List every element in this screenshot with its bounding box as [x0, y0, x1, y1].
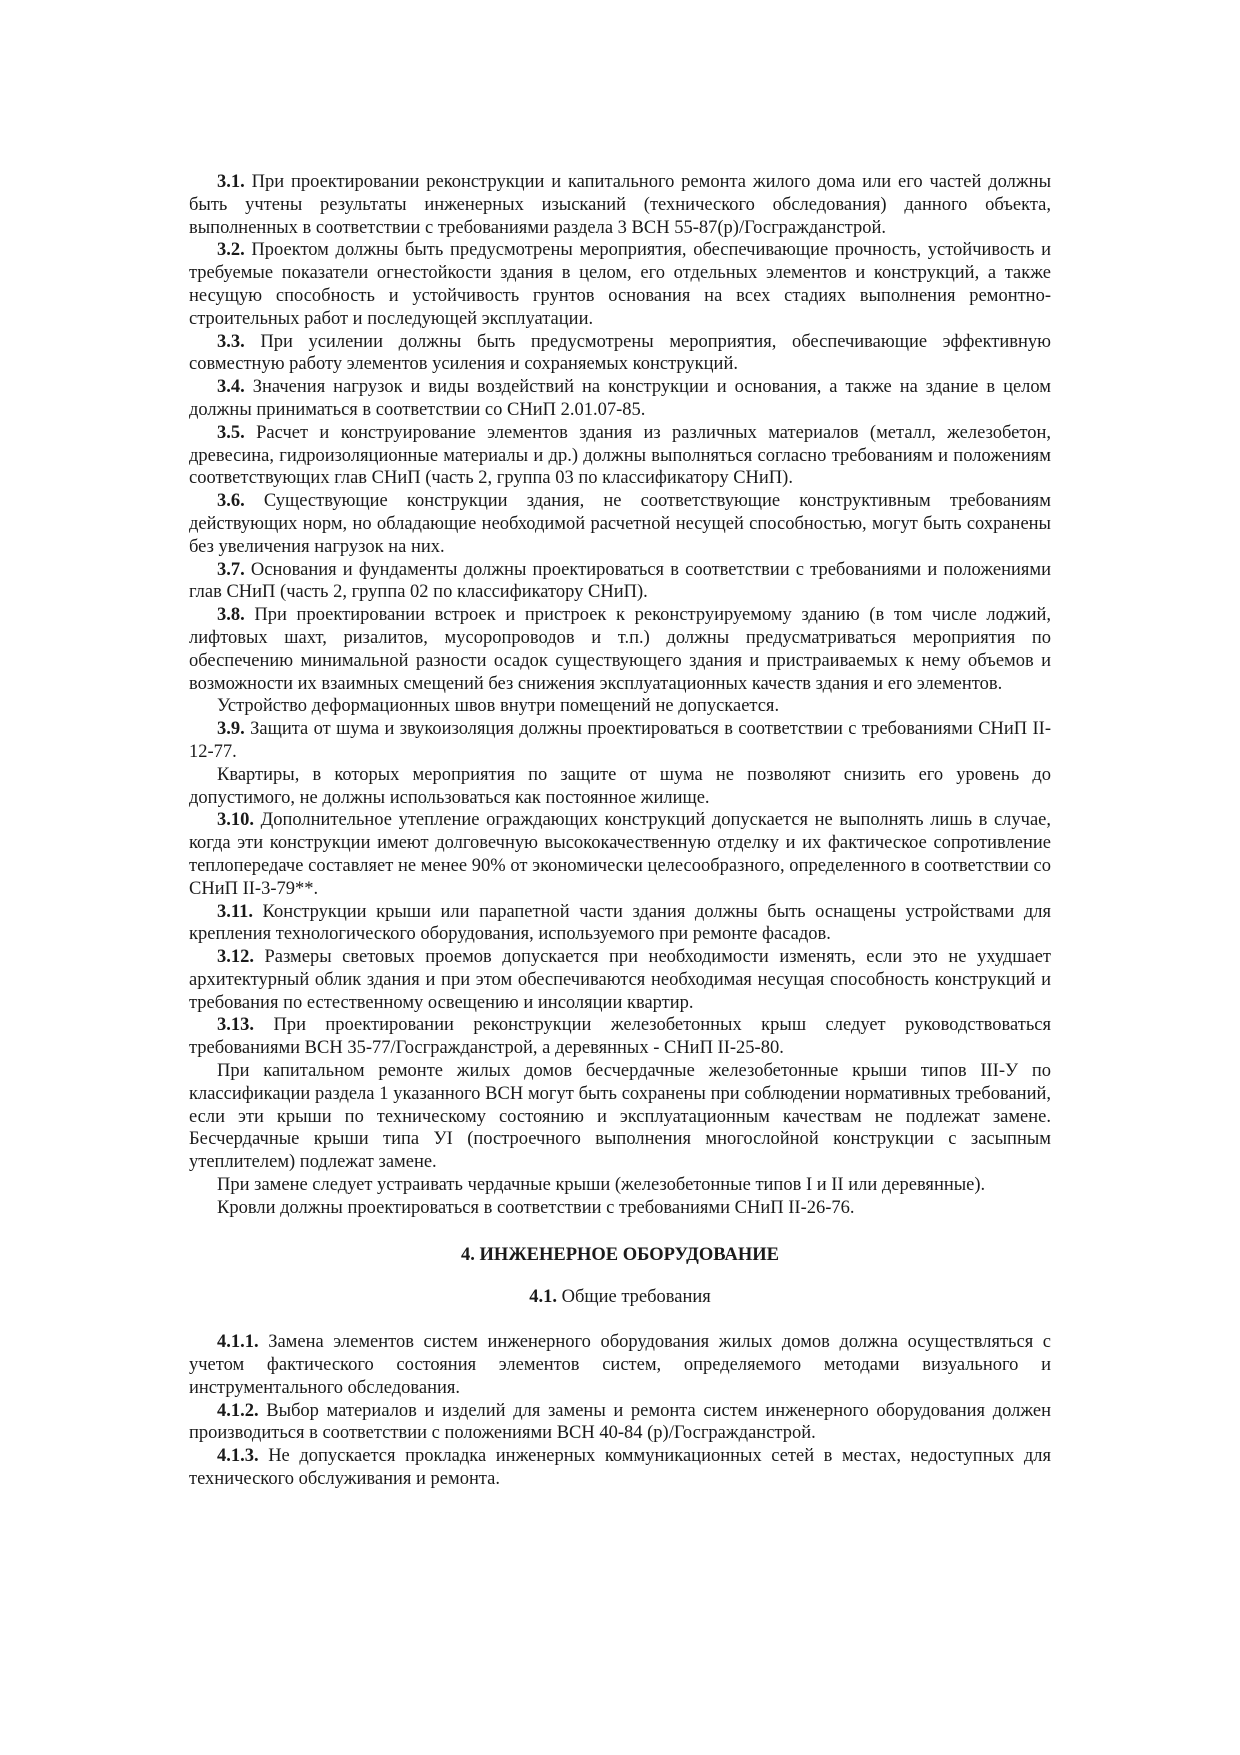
clause-number: 3.3.	[217, 331, 245, 352]
clause-text: Не допускается прокладка инженерных коммуникационных сетей в местах, недоступных для технического обслуживания и ремонта.	[189, 1446, 1051, 1490]
clause-3-12	[189, 946, 1051, 1014]
clause-3-10	[189, 809, 1051, 900]
clause-3-2	[189, 239, 1051, 330]
clause-text: Проектом должны быть предусмотрены мероприятия, обеспечивающие прочность, устойчивость и требуемые показатели огнестойкости здания в целом, его отдельных элементов и конструкций, а также несущую способность и устойчивость грунтов основания на всех стадиях выполнения ремонтно-строительных работ и последующей эксплуатации.	[189, 240, 1052, 329]
clause-3-7	[189, 559, 1051, 605]
clause-number: 4.1.1.	[217, 1332, 259, 1353]
clause-3-13	[189, 1014, 1051, 1060]
clause-text: Значения нагрузок и виды воздействий на конструкции и основания, а также на здание в целом должны приниматься в соответствии со СНиП 2.01.07-85.	[189, 377, 1052, 420]
clause-3-13-note-1	[189, 1060, 1051, 1174]
clause-4-1-1	[189, 1331, 1051, 1399]
clause-number: 3.7.	[217, 559, 245, 580]
clause-number: 3.11.	[217, 901, 253, 922]
clause-4-1-2	[189, 1400, 1051, 1446]
clause-number: 3.9.	[217, 719, 245, 740]
clause-text: Защита от шума и звукоизоляция должны проектироваться в соответствии с требованиями СНиП II-12-77.	[189, 719, 1051, 762]
clause-text: При капитальном ремонте жилых домов бесчердачные железобетонные крыши типов III-У по классификации раздела 1 указанного ВСН могут быть сохранены при соблюдении нормативных требований, если эти крыши по техническому состоянию и эксплуатационным качествам не подлежат замене. Бесчердачные крыши типа УI (построечного выполнения многослойной конструкции с засыпным утеплителем) подлежат замене.	[189, 1061, 1051, 1173]
clause-text: Квартиры, в которых мероприятия по защите от шума не позволяют снизить его уровень до допустимого, не должны использоваться как постоянное жилище.	[189, 764, 1051, 808]
clause-text: Основания и фундаменты должны проектироваться в соответствии с требованиями и положениями глав СНиП (часть 2, группа 02 по классификатору СНиП).	[189, 559, 1052, 603]
clause-text: При усилении должны быть предусмотрены мероприятия, обеспечивающие эффективную совместную работу элементов усиления и сохраняемых конструкций.	[189, 331, 1051, 375]
clause-3-13-note-3	[189, 1197, 1051, 1220]
clause-3-6	[189, 490, 1051, 558]
clause-text: Кровли должны проектироваться в соответствии с требованиями СНиП II-26-76.	[217, 1197, 855, 1218]
subsection-title: Общие требования	[561, 1287, 711, 1308]
clause-3-3	[189, 331, 1051, 377]
clause-3-8-note	[189, 695, 1051, 718]
clause-3-8	[189, 604, 1051, 695]
clause-text: Расчет и конструирование элементов здания из различных материалов (металл, железобетон, древесина, гидроизоляционные материалы и др.) должны выполняться согласно требованиям и положениям соответствующих глав СНиП (часть 2, группа 03 по классификатору СНиП).	[189, 422, 1052, 489]
clause-text: При проектировании реконструкции железобетонных крыш следует руководствоваться требованиями ВСН 35-77/Госгражданстрой, а деревянных - СНиП II-25-80.	[189, 1015, 1051, 1059]
section-4-heading: 4. ИНЖЕНЕРНОЕ ОБОРУДОВАНИЕ	[461, 1244, 779, 1265]
clause-number: 4.1.2.	[217, 1400, 259, 1421]
clause-number: 4.1.3.	[217, 1446, 259, 1467]
section-3-body	[189, 171, 1051, 1220]
clause-number: 3.13.	[217, 1015, 254, 1036]
clause-4-1-3	[189, 1445, 1051, 1491]
clause-number: 3.5.	[217, 422, 245, 443]
clause-number: 3.6.	[217, 491, 245, 512]
clause-3-9-note	[189, 764, 1051, 810]
clause-text: Замена элементов систем инженерного оборудования жилых домов должна осуществляться с учетом фактического состояния элементов систем, определяемого методами визуального и инструментального обследования.	[189, 1332, 1051, 1398]
clause-number: 3.10.	[217, 810, 254, 831]
clause-text: Размеры световых проемов допускается при необходимости изменять, если это не ухудшает архитектурный облик здания и при этом обеспечиваются необходимая несущая способность конструкций и требования по естественному освещению и инсоляции квартир.	[189, 947, 1051, 1013]
clause-number: 3.4.	[217, 377, 245, 398]
clause-text: Существующие конструкции здания, не соответствующие конструктивным требованиям действующих норм, но обладающие необходимой расчетной несущей способностью, могут быть сохранены без увеличения нагрузок на них.	[189, 491, 1052, 557]
subsection-4-1-heading	[189, 1286, 1051, 1309]
clause-text: При проектировании встроек и пристроек к реконструируемому зданию (в том числе лоджий, лифтовых шахт, ризалитов, мусоропроводов и т.п.) должны предусматриваться мероприятия по обеспечению минимальной разности осадок существующего здания и пристраиваемых к нему объемов и возможности их взаимных смещений без снижения эксплуатационных качеств здания и его элементов.	[189, 605, 1051, 694]
subsection-number: 4.1.	[529, 1287, 557, 1308]
document-page	[189, 171, 1051, 1491]
clause-text: При проектировании реконструкции и капитального ремонта жилого дома или его частей должны быть учтены результаты инженерных изысканий (технического обследования) данного объекта, выполненных в соответствии с требованиями раздела 3 ВСН 55-87(р)/Госгражданстрой.	[189, 172, 1052, 238]
clause-3-1	[189, 171, 1051, 239]
clause-text: При замене следует устраивать чердачные крыши (железобетонные типов I и II или деревянные).	[217, 1175, 986, 1196]
clause-3-9	[189, 718, 1051, 764]
clause-3-4	[189, 376, 1051, 422]
clause-number: 3.1.	[217, 172, 245, 192]
clause-3-11	[189, 901, 1051, 947]
clause-text: Дополнительное утепление ограждающих конструкций допускается не выполнять лишь в случае, когда эти конструкции имеют долговечную высококачественную отделку и их фактическое сопротивление теплопередаче составляет не менее 90% от экономически целесообразного, определенного в соответствии со СНиП II-3-79**.	[189, 810, 1051, 899]
clause-number: 3.8.	[217, 605, 245, 626]
clause-text: Устройство деформационных швов внутри помещений не допускается.	[217, 696, 780, 717]
clause-text: Выбор материалов и изделий для замены и ремонта систем инженерного оборудования должен производиться в соответствии с положениями ВСН 40-84 (р)/Госгражданстрой.	[189, 1400, 1051, 1444]
clause-number: 3.2.	[217, 240, 245, 261]
section-4-body	[189, 1331, 1051, 1491]
clause-text: Конструкции крыши или парапетной части здания должны быть оснащены устройствами для крепления технологического оборудования, используемого при ремонте фасадов.	[189, 901, 1051, 945]
clause-number: 3.12.	[217, 947, 254, 968]
clause-3-13-note-2	[189, 1174, 1051, 1197]
clause-3-5	[189, 422, 1051, 490]
